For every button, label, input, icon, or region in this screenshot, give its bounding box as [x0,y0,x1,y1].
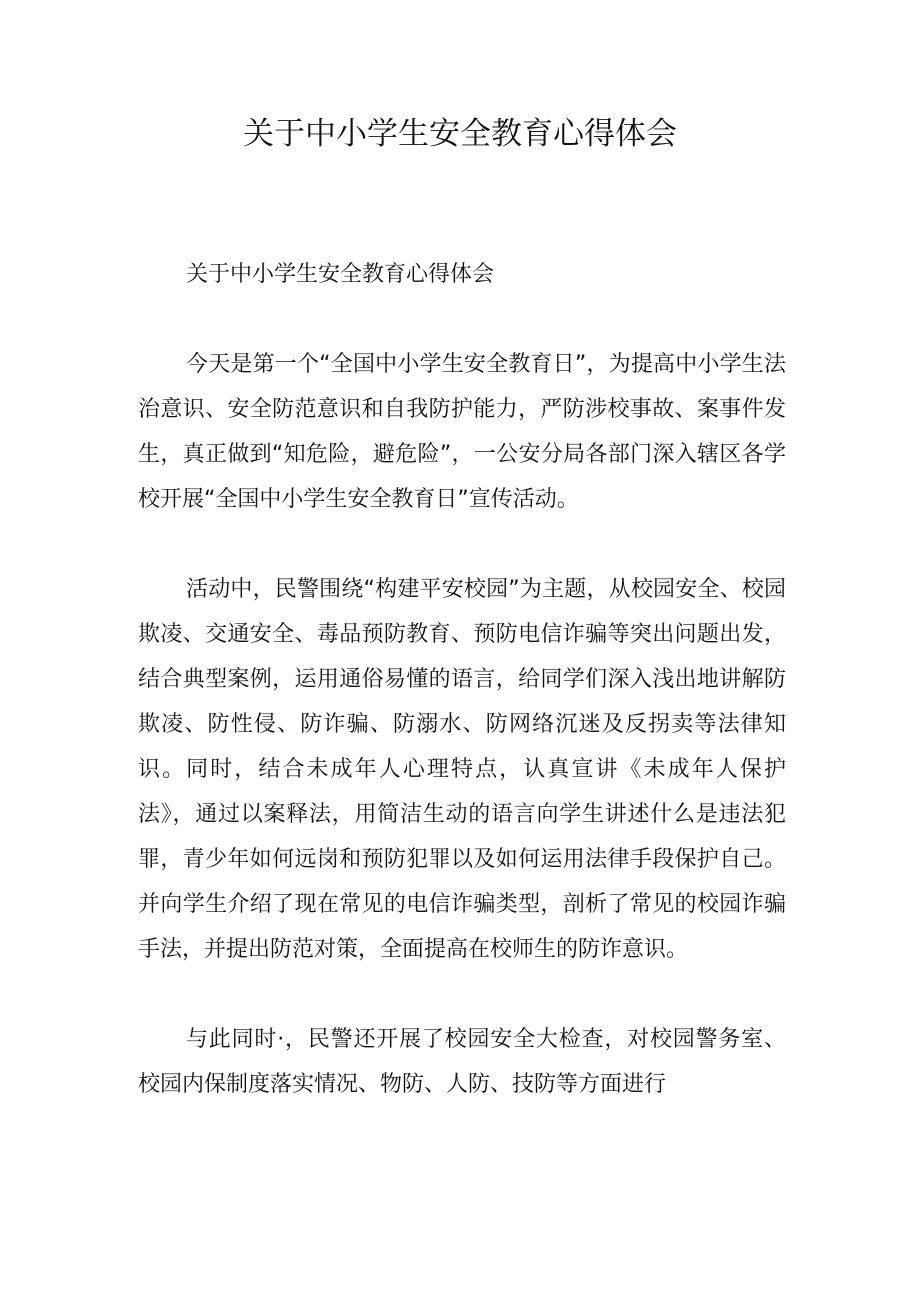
paragraph-3: 与此同时·，民警还开展了校园安全大检查，对校园警务室、校园内保制度落实情况、物防、人防、技防等方面进行 [138,1027,786,1097]
document-body [138,252,786,1107]
document-title: 关于中小学生安全教育心得体会 [243,116,677,152]
document-subtitle: 关于中小学生安全教育心得体会 [186,262,495,287]
paragraph-1: 今天是第一个“全国中小学生安全教育日”，为提高中小学生法治意识、安全防范意识和自我防护能力，严防涉校事故、案事件发生，真正做到“知危险，避危险”，一公安分局各部门深入辖区各学校开展“全国中小学生安全教育日”宣传活动。 [138,352,787,512]
paragraph-2: 活动中，民警围绕“构建平安校园”为主题，从校园安全、校园欺凌、交通安全、毒品预防教育、预防电信诈骗等突出问题出发，结合典型案例，运用通俗易懂的语言，给同学们深入浅出地讲解防欺凌、防性侵、防诈骗、防溺水、防网络沉迷及反拐卖等法律知识。同时，结合未成年人心理特点，认真宣讲《未成年人保护法》，通过以案释法，用简洁生动的语言向学生讲述什么是违法犯罪，青少年如何远岗和预防犯罪以及如何运用法律手段保护自己。并向学生介绍了现在常见的电信诈骗类型，剖析了常见的校园诈骗手法，并提出防范对策，全面提高在校师生的防诈意识。 [138,577,786,962]
